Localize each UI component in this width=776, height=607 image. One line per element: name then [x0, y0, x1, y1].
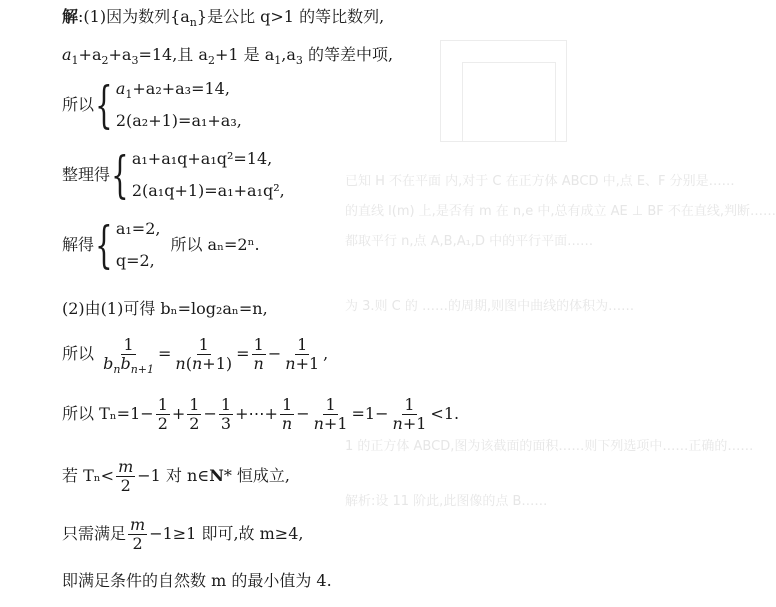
line-tail: * 恒成立,: [223, 466, 290, 485]
term: +1 是 a: [214, 45, 275, 64]
line-lead: 所以 Tₙ=1−: [62, 404, 154, 423]
brace-symbol: {: [95, 216, 113, 274]
show-through-line: 的直线 l(m) 上,是否有 m 在 n,e 中,总有成立 AE ⊥ BF 不在直线,判断……: [345, 204, 776, 219]
line-lead: 所以: [62, 344, 95, 363]
show-through-line: 已知 H 不在平面 内,对于 C 在正方体 ABCD 中,点 E、F 分别是……: [345, 174, 735, 189]
system-lead: 解得: [62, 235, 95, 254]
fraction: $\frac{m}{2}$: [130, 515, 146, 553]
line-tail: <1.: [430, 404, 460, 423]
fraction: $\frac{1}{n+1}$: [313, 395, 348, 433]
system-row: 2(a₁q+1)=a₁+a₁q²,: [131, 181, 285, 200]
show-through-line: 都取平行 n,点 A,B,A₁,D 中的平行平面……: [345, 234, 594, 249]
system-row: 2(a₂+1)=a₁+a₃,: [115, 111, 242, 130]
part-2-line: (2)由(1)可得 bₙ=log₂aₙ=n,: [62, 299, 268, 318]
brace-symbol: {: [111, 146, 129, 204]
fraction: $\frac{1}{n}$: [281, 395, 293, 433]
term: +a: [78, 45, 102, 64]
condition-line: [62, 458, 290, 495]
equation-system-2: [62, 148, 285, 202]
line-lead: 若 Tₙ<: [62, 466, 115, 485]
equation-system-1: [62, 78, 242, 132]
fraction: $\frac{1}{n(n+1)}$: [175, 335, 233, 373]
term: 的等差中项,: [302, 45, 394, 64]
solution-label: 解: [62, 7, 79, 26]
term-a: a: [62, 45, 72, 64]
fraction: $\frac{1}{n+1}$: [392, 395, 427, 433]
fraction: $\frac{m}{2}$: [118, 457, 134, 495]
equation-system-3: [62, 218, 260, 272]
show-through-figure-box: [440, 40, 567, 142]
term: =14,且 a: [138, 45, 208, 64]
fraction: $\frac{1}{2}$: [157, 395, 168, 433]
conclusion-line: 即满足条件的自然数 m 的最小值为 4.: [62, 571, 332, 590]
line-lead: 只需满足: [62, 524, 127, 543]
solution-line-1: 解:(1)因为数列$\{a_n\}$是公比 q>1 的等比数列,: [62, 7, 385, 30]
show-through-line: 为 3.则 C 的 ……的周期,则图中曲线的体积为……: [345, 299, 635, 314]
system-result: 所以 aₙ=2ⁿ.: [170, 235, 260, 254]
show-through-figure-box-inner: [462, 62, 556, 142]
system-row: a₁=2,: [115, 219, 161, 238]
term: ,a: [281, 45, 296, 64]
fraction: $\frac{1}{3}$: [220, 395, 232, 433]
system-lead: 所以: [62, 95, 95, 114]
requirement-line: [62, 516, 303, 553]
system-lead: 整理得: [62, 165, 111, 184]
system-row: a₁+a₁q+a₁q²=14,: [131, 149, 273, 168]
line-tail: −1≥1 即可,故 m≥4,: [149, 524, 304, 543]
system-row: $a_1+a_2+a_3=14$,: [115, 79, 230, 102]
natural-numbers-symbol: N: [209, 466, 224, 485]
show-through-line: 1 的正方体 ABCD,图为该截面的面积……则下列选项中……正确的……: [345, 439, 754, 454]
show-through-line: 解析:设 11 阶此,此图像的点 B……: [345, 494, 548, 509]
solution-line-2: $a_1+a_2+a_3=14$,且 $a_2+1$ 是 $a_1,a_3$ 的等差中项,: [62, 45, 394, 68]
term: +a: [108, 45, 132, 64]
line-text: −1 对 n∈: [137, 466, 210, 485]
fraction: $\frac{1}{n}$: [253, 335, 264, 373]
intro-text-tail: }是公比 q>1 的等比数列,: [196, 7, 385, 26]
line-tail: ,: [323, 344, 329, 363]
system-row: q=2,: [115, 251, 155, 270]
bn-sum-line: 所以 $\frac{1}{b_nb_{n+1}}$ = $\frac{1}{n(n+1)}$ = $\frac{1}{n}$ − $\frac{1}{n+1}$ ,: [62, 335, 329, 377]
fraction: $\frac{1}{n+1}$: [285, 335, 320, 373]
brace-symbol: {: [95, 76, 113, 134]
fraction: $\frac{1}{2}$: [189, 395, 200, 433]
intro-text: :(1)因为数列{a: [78, 7, 190, 26]
tn-line: 所以 Tₙ=1− $\frac{1}{2}$ + $\frac{1}{2}$ − $\frac{1}{3}$ +⋯+ $\frac{1}{n}$ − $\frac{1}{n+1}$ =1− $\frac{1}{n+1}$ <1.: [62, 395, 460, 433]
fraction: $\frac{1}{b_nb_{n+1}}$: [103, 335, 155, 377]
